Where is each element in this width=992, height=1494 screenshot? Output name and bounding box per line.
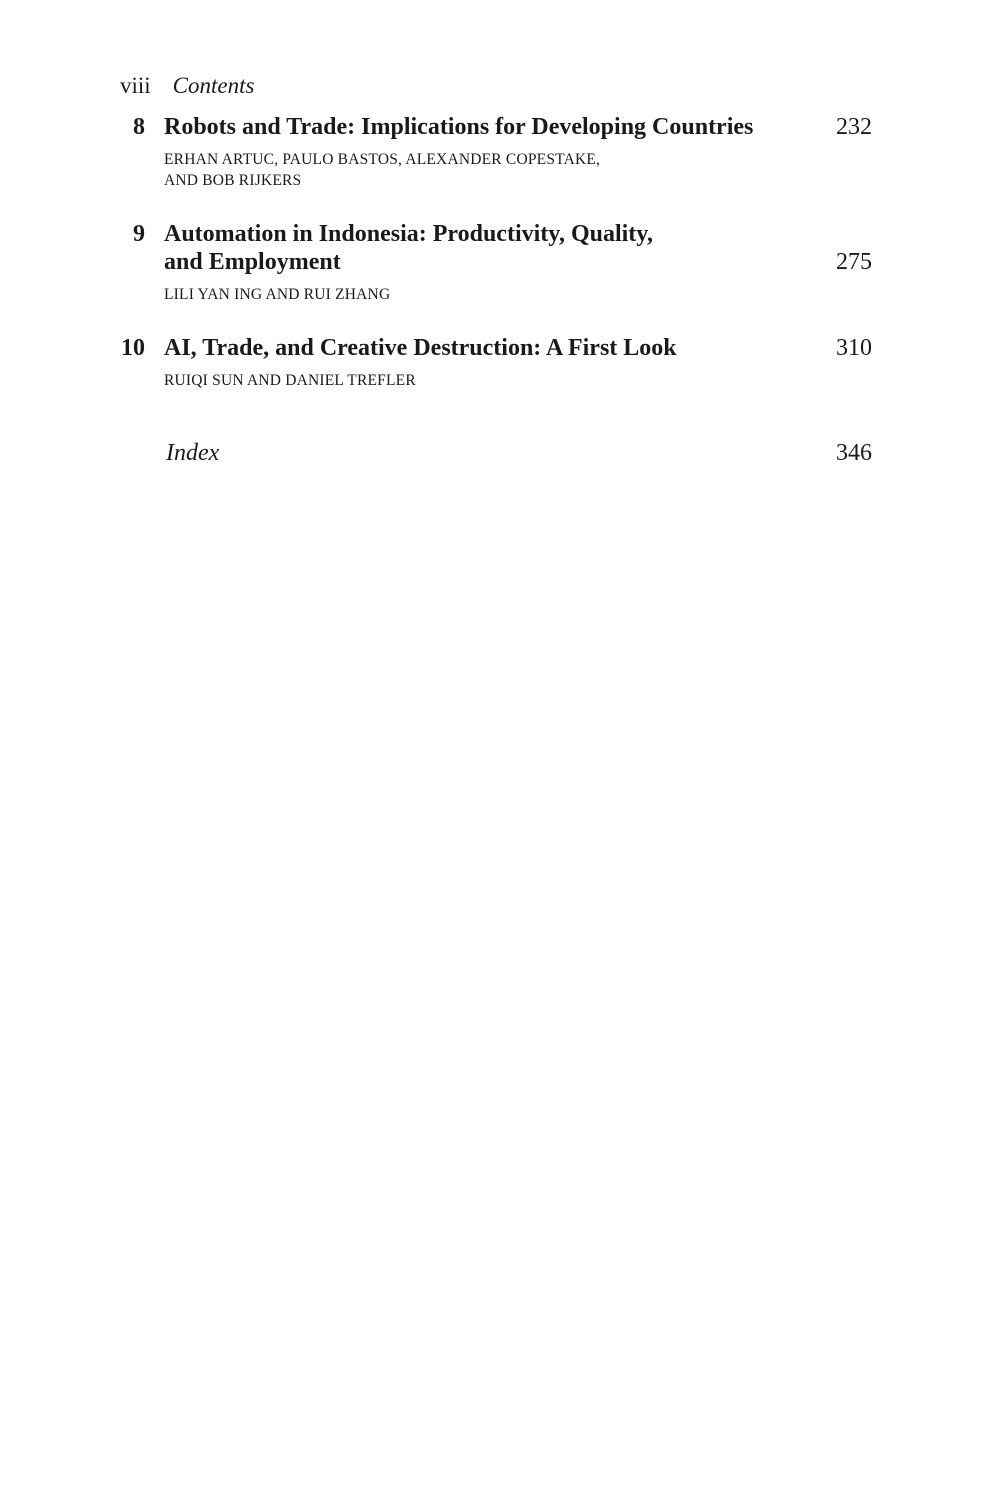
chapter-page-number: 232 (836, 114, 872, 140)
chapter-authors: ERHAN ARTUC, PAULO BASTOS, ALEXANDER COPESTAKE, (164, 151, 601, 168)
chapter-authors: LILI YAN ING AND RUI ZHANG (164, 286, 391, 303)
chapter-page-number: 275 (836, 249, 872, 275)
chapter-title[interactable]: Automation in Indonesia: Productivity, Quality, (164, 221, 653, 247)
page-folio: viii (120, 73, 151, 98)
chapter-authors: RUIQI SUN AND DANIEL TREFLER (164, 372, 416, 389)
running-head (120, 72, 254, 100)
chapter-title[interactable]: and Employment (164, 249, 341, 275)
chapter-authors: AND BOB RIJKERS (164, 172, 302, 189)
chapter-page-number: 310 (836, 335, 872, 361)
chapter-number: 8 (133, 114, 145, 140)
index-label[interactable]: Index (166, 440, 220, 466)
chapter-title[interactable]: AI, Trade, and Creative Destruction: A First Look (164, 335, 677, 361)
chapter-number: 9 (133, 221, 145, 247)
index-page-number: 346 (836, 440, 872, 466)
chapter-number: 10 (121, 335, 145, 361)
chapter-title[interactable]: Robots and Trade: Implications for Developing Countries (164, 114, 754, 140)
running-head-title: Contents (172, 73, 255, 98)
